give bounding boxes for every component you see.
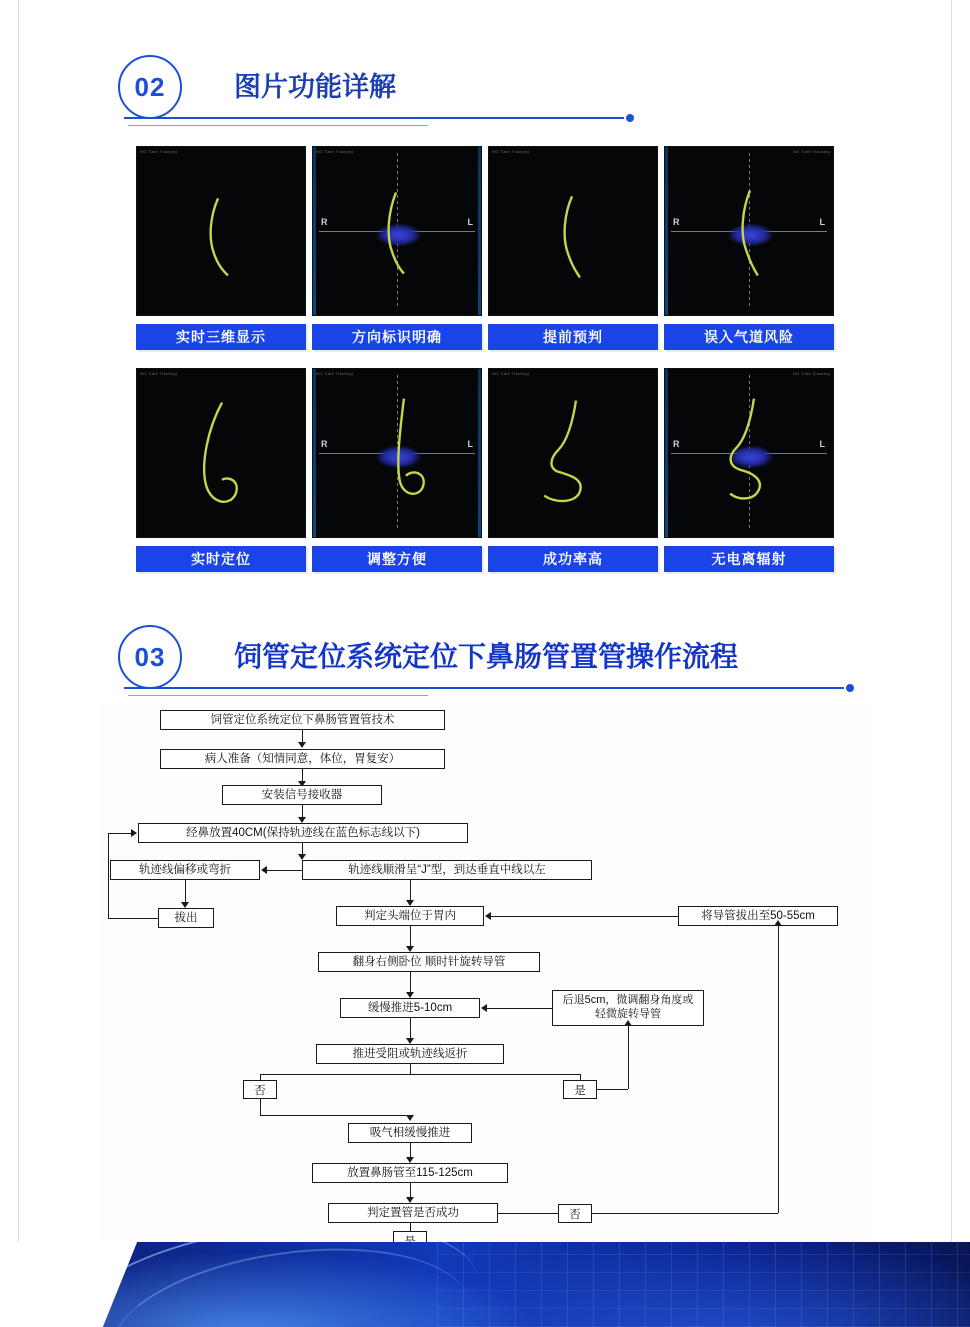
flow-node-withdraw-50-55: 将导管拔出至50-55cm [678,906,838,926]
flow-connector [266,870,302,871]
flow-node-inhale-advance: 吸气相缓慢推进 [348,1123,472,1143]
footer-banner [0,1242,970,1327]
gallery-caption: 提前预判 [488,324,658,350]
gallery-cell[interactable] [136,368,306,572]
flow-connector [410,1018,411,1040]
flow-node-advance-5-10: 缓慢推进5-10cm [340,998,480,1018]
flow-connector [410,972,411,994]
screenshot-orientation[interactable] [312,146,482,316]
flow-node-resistance-or-fold: 推进受阻或轨迹线返折 [316,1044,504,1064]
screenshot-no-radiation[interactable] [664,368,834,538]
flow-arrow [131,829,137,837]
tube-trace [489,369,657,537]
axis-label-r: R [673,439,680,449]
flow-connector [597,1089,628,1090]
flow-connector [486,1008,552,1009]
flow-connector [498,1213,558,1214]
flow-node-place-115-125: 放置鼻肠管至115-125cm [312,1163,508,1183]
flow-node-retract-adjust: 后退5cm，微调翻身角度或轻微旋转导管 [552,990,704,1026]
screen-corner-label: NG Tube Tracking [316,149,354,154]
flow-connector [260,1115,410,1116]
screenshot-success-rate[interactable] [488,368,658,538]
flow-connector [185,880,186,904]
screen-corner-label: NG Tube Tracking [140,371,178,376]
footer-grid-decoration [437,1242,970,1327]
gallery-caption: 实时定位 [136,546,306,572]
screen-corner-label: NG Tube Tracking [792,149,830,154]
section-number: 02 [134,71,166,102]
screen-corner-label: NG Tube Tracking [792,371,830,376]
flow-connector [410,880,411,902]
section-underline [124,117,624,119]
flow-connector [260,1099,261,1115]
flow-arrow [774,920,782,926]
gallery-caption: 调整方便 [312,546,482,572]
flow-node-install-receiver: 安装信号接收器 [222,785,382,805]
flow-connector [490,916,678,917]
gallery-caption: 成功率高 [488,546,658,572]
flow-label-yes-1: 是 [563,1080,597,1099]
screen-corner-label: NG Tube Tracking [492,149,530,154]
section-header-02 [118,55,858,135]
flow-connector [628,1026,629,1089]
flow-arrow [624,1020,632,1026]
section-number: 03 [134,641,166,672]
flow-connector [260,1074,580,1075]
flow-connector [592,1213,778,1214]
flow-connector [108,833,132,834]
section-number-circle [118,625,182,689]
flow-arrow [481,1004,487,1012]
flow-node-tip-in-stomach: 判定头端位于胃内 [336,906,484,926]
flow-node-technique: 饲管定位系统定位下鼻肠管置管技术 [160,710,445,730]
section-underline-secondary [128,125,428,126]
axis-label-l: L [819,439,825,449]
page-border-right [951,0,952,1327]
screen-corner-label: NG Tube Tracking [316,371,354,376]
flow-arrow [485,912,491,920]
flow-node-check-success: 判定置管是否成功 [328,1203,498,1223]
gallery-cell[interactable] [664,368,834,572]
gallery-caption: 方向标识明确 [312,324,482,350]
tube-trace [137,369,305,537]
flow-node-withdraw: 拔出 [158,908,214,928]
gallery-caption: 实时三维显示 [136,324,306,350]
section-title: 图片功能详解 [234,72,396,102]
section-underline [124,687,844,689]
flow-arrow [298,742,306,748]
screen-corner-label: NG Tube Tracking [492,371,530,376]
flow-arrow [406,1115,414,1121]
tube-trace [665,147,833,315]
image-gallery [136,146,836,576]
screenshot-realtime-position[interactable] [136,368,306,538]
tube-trace [665,369,833,537]
tube-trace [137,147,305,315]
axis-label-r: R [321,439,328,449]
screenshot-airway-risk[interactable] [664,146,834,316]
screen-corner-label: NG Tube Tracking [140,149,178,154]
flow-node-smooth-j: 轨迹线顺滑呈“J”型，到达垂直中线以左 [302,860,592,880]
flow-connector [778,926,779,1213]
gallery-cell[interactable] [312,146,482,350]
flow-label-no-2: 否 [558,1204,592,1223]
flowchart [100,705,870,1245]
screenshot-prediction[interactable] [488,146,658,316]
screenshot-easy-adjust[interactable] [312,368,482,538]
section-underline-secondary [128,695,428,696]
flow-node-turn-right-rotate: 翻身右侧卧位 顺时针旋转导管 [318,952,540,972]
axis-label-r: R [321,217,328,227]
tube-trace [489,147,657,315]
gallery-cell[interactable] [312,368,482,572]
gallery-cell[interactable] [136,146,306,350]
flow-connector [108,833,109,918]
section-title: 饲管定位系统定位下鼻肠管置管操作流程 [234,641,739,672]
page-border-left [18,0,19,1327]
gallery-caption: 误入气道风险 [664,324,834,350]
gallery-cell[interactable] [488,146,658,350]
screenshot-3d-display[interactable] [136,146,306,316]
flow-connector [410,926,411,948]
gallery-cell[interactable] [488,368,658,572]
flow-connector [108,918,158,919]
flow-label-no-1: 否 [243,1080,277,1099]
axis-label-r: R [673,217,680,227]
axis-label-l: L [467,217,473,227]
flow-node-deviated: 轨迹线偏移或弯折 [110,860,260,880]
flow-node-insert-40cm: 经鼻放置40CM(保持轨迹线在蓝色标志线以下) [138,823,468,843]
section-header-03 [118,625,878,705]
tube-trace [313,147,481,315]
gallery-caption: 无电离辐射 [664,546,834,572]
section-number-circle [118,55,182,119]
flow-connector [410,1223,411,1231]
gallery-cell[interactable] [664,146,834,350]
tube-trace [313,369,481,537]
flow-connector [410,1064,411,1074]
axis-label-l: L [467,439,473,449]
axis-label-l: L [819,217,825,227]
flow-node-patient-prep: 病人准备（知情同意，体位，胃复安） [160,749,445,769]
